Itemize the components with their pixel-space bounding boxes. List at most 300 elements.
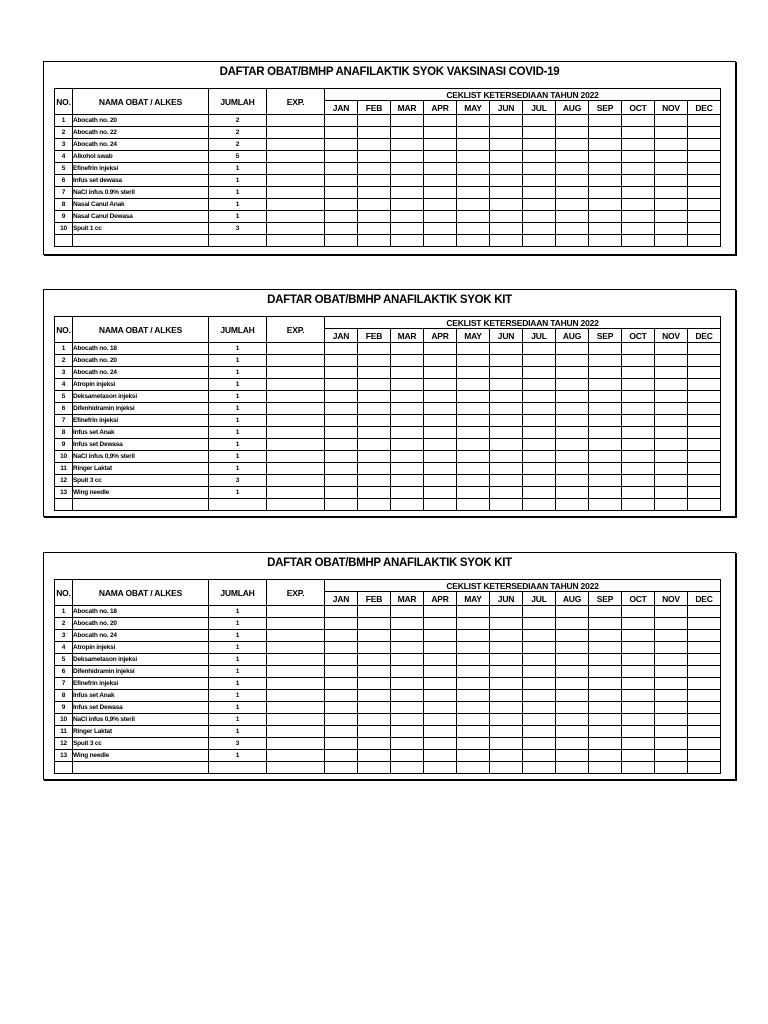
month-check-cell[interactable] [391, 702, 424, 714]
month-check-cell[interactable] [556, 666, 589, 678]
month-check-cell[interactable] [325, 618, 358, 630]
month-check-cell[interactable] [457, 606, 490, 618]
month-check-cell[interactable] [688, 139, 721, 151]
month-check-cell[interactable] [457, 199, 490, 211]
month-check-cell[interactable] [556, 235, 589, 247]
month-check-cell[interactable] [391, 379, 424, 391]
month-check-cell[interactable] [424, 379, 457, 391]
month-check-cell[interactable] [424, 630, 457, 642]
month-check-cell[interactable] [391, 606, 424, 618]
month-check-cell[interactable] [490, 606, 523, 618]
month-check-cell[interactable] [556, 379, 589, 391]
month-check-cell[interactable] [688, 750, 721, 762]
month-check-cell[interactable] [391, 642, 424, 654]
month-check-cell[interactable] [325, 127, 358, 139]
month-check-cell[interactable] [391, 726, 424, 738]
month-check-cell[interactable] [622, 630, 655, 642]
month-check-cell[interactable] [325, 499, 358, 511]
month-check-cell[interactable] [391, 175, 424, 187]
item-exp-cell[interactable] [267, 762, 325, 774]
month-check-cell[interactable] [358, 391, 391, 403]
month-check-cell[interactable] [391, 654, 424, 666]
month-check-cell[interactable] [655, 403, 688, 415]
month-check-cell[interactable] [589, 666, 622, 678]
month-check-cell[interactable] [655, 115, 688, 127]
month-check-cell[interactable] [424, 391, 457, 403]
month-check-cell[interactable] [655, 223, 688, 235]
month-check-cell[interactable] [391, 487, 424, 499]
month-check-cell[interactable] [358, 487, 391, 499]
item-exp-cell[interactable] [267, 139, 325, 151]
month-check-cell[interactable] [688, 151, 721, 163]
month-check-cell[interactable] [589, 499, 622, 511]
month-check-cell[interactable] [490, 678, 523, 690]
month-check-cell[interactable] [457, 151, 490, 163]
month-check-cell[interactable] [556, 618, 589, 630]
month-check-cell[interactable] [490, 762, 523, 774]
item-exp-cell[interactable] [267, 223, 325, 235]
month-check-cell[interactable] [391, 618, 424, 630]
month-check-cell[interactable] [556, 630, 589, 642]
month-check-cell[interactable] [589, 139, 622, 151]
month-check-cell[interactable] [424, 223, 457, 235]
month-check-cell[interactable] [490, 714, 523, 726]
month-check-cell[interactable] [556, 606, 589, 618]
month-check-cell[interactable] [523, 199, 556, 211]
month-check-cell[interactable] [325, 163, 358, 175]
month-check-cell[interactable] [457, 750, 490, 762]
month-check-cell[interactable] [523, 463, 556, 475]
month-check-cell[interactable] [589, 163, 622, 175]
month-check-cell[interactable] [424, 367, 457, 379]
month-check-cell[interactable] [325, 475, 358, 487]
month-check-cell[interactable] [589, 223, 622, 235]
month-check-cell[interactable] [358, 451, 391, 463]
month-check-cell[interactable] [523, 678, 556, 690]
month-check-cell[interactable] [622, 618, 655, 630]
month-check-cell[interactable] [523, 487, 556, 499]
month-check-cell[interactable] [490, 127, 523, 139]
month-check-cell[interactable] [490, 355, 523, 367]
month-check-cell[interactable] [523, 187, 556, 199]
month-check-cell[interactable] [523, 642, 556, 654]
month-check-cell[interactable] [655, 451, 688, 463]
month-check-cell[interactable] [424, 487, 457, 499]
month-check-cell[interactable] [391, 690, 424, 702]
month-check-cell[interactable] [655, 199, 688, 211]
month-check-cell[interactable] [490, 750, 523, 762]
month-check-cell[interactable] [655, 726, 688, 738]
month-check-cell[interactable] [523, 666, 556, 678]
month-check-cell[interactable] [358, 642, 391, 654]
month-check-cell[interactable] [391, 403, 424, 415]
month-check-cell[interactable] [325, 115, 358, 127]
item-exp-cell[interactable] [267, 187, 325, 199]
month-check-cell[interactable] [688, 475, 721, 487]
month-check-cell[interactable] [490, 738, 523, 750]
month-check-cell[interactable] [457, 403, 490, 415]
month-check-cell[interactable] [589, 127, 622, 139]
month-check-cell[interactable] [424, 235, 457, 247]
month-check-cell[interactable] [655, 487, 688, 499]
month-check-cell[interactable] [358, 187, 391, 199]
month-check-cell[interactable] [391, 367, 424, 379]
month-check-cell[interactable] [457, 630, 490, 642]
month-check-cell[interactable] [655, 211, 688, 223]
month-check-cell[interactable] [523, 726, 556, 738]
month-check-cell[interactable] [622, 678, 655, 690]
item-exp-cell[interactable] [267, 499, 325, 511]
month-check-cell[interactable] [655, 702, 688, 714]
month-check-cell[interactable] [457, 439, 490, 451]
month-check-cell[interactable] [325, 223, 358, 235]
month-check-cell[interactable] [556, 223, 589, 235]
month-check-cell[interactable] [457, 343, 490, 355]
item-exp-cell[interactable] [267, 702, 325, 714]
month-check-cell[interactable] [589, 115, 622, 127]
item-exp-cell[interactable] [267, 403, 325, 415]
month-check-cell[interactable] [655, 642, 688, 654]
month-check-cell[interactable] [457, 163, 490, 175]
month-check-cell[interactable] [655, 750, 688, 762]
month-check-cell[interactable] [523, 750, 556, 762]
month-check-cell[interactable] [457, 690, 490, 702]
month-check-cell[interactable] [325, 403, 358, 415]
month-check-cell[interactable] [490, 379, 523, 391]
month-check-cell[interactable] [358, 475, 391, 487]
month-check-cell[interactable] [457, 702, 490, 714]
item-exp-cell[interactable] [267, 618, 325, 630]
month-check-cell[interactable] [358, 211, 391, 223]
month-check-cell[interactable] [655, 714, 688, 726]
month-check-cell[interactable] [457, 235, 490, 247]
month-check-cell[interactable] [457, 451, 490, 463]
month-check-cell[interactable] [589, 702, 622, 714]
month-check-cell[interactable] [523, 427, 556, 439]
month-check-cell[interactable] [589, 415, 622, 427]
month-check-cell[interactable] [556, 690, 589, 702]
month-check-cell[interactable] [325, 726, 358, 738]
month-check-cell[interactable] [655, 415, 688, 427]
month-check-cell[interactable] [490, 199, 523, 211]
month-check-cell[interactable] [358, 343, 391, 355]
month-check-cell[interactable] [457, 115, 490, 127]
month-check-cell[interactable] [688, 415, 721, 427]
month-check-cell[interactable] [490, 187, 523, 199]
month-check-cell[interactable] [424, 175, 457, 187]
month-check-cell[interactable] [391, 630, 424, 642]
month-check-cell[interactable] [589, 343, 622, 355]
month-check-cell[interactable] [589, 678, 622, 690]
month-check-cell[interactable] [325, 415, 358, 427]
month-check-cell[interactable] [688, 355, 721, 367]
month-check-cell[interactable] [358, 139, 391, 151]
item-exp-cell[interactable] [267, 211, 325, 223]
month-check-cell[interactable] [589, 367, 622, 379]
month-check-cell[interactable] [688, 487, 721, 499]
month-check-cell[interactable] [622, 211, 655, 223]
month-check-cell[interactable] [622, 391, 655, 403]
month-check-cell[interactable] [457, 391, 490, 403]
month-check-cell[interactable] [457, 714, 490, 726]
month-check-cell[interactable] [358, 223, 391, 235]
month-check-cell[interactable] [523, 139, 556, 151]
month-check-cell[interactable] [391, 343, 424, 355]
month-check-cell[interactable] [622, 451, 655, 463]
month-check-cell[interactable] [688, 618, 721, 630]
month-check-cell[interactable] [655, 391, 688, 403]
month-check-cell[interactable] [490, 642, 523, 654]
item-exp-cell[interactable] [267, 738, 325, 750]
month-check-cell[interactable] [490, 427, 523, 439]
month-check-cell[interactable] [358, 175, 391, 187]
month-check-cell[interactable] [424, 115, 457, 127]
month-check-cell[interactable] [358, 750, 391, 762]
month-check-cell[interactable] [556, 475, 589, 487]
month-check-cell[interactable] [391, 163, 424, 175]
month-check-cell[interactable] [325, 654, 358, 666]
month-check-cell[interactable] [688, 642, 721, 654]
month-check-cell[interactable] [523, 762, 556, 774]
month-check-cell[interactable] [655, 606, 688, 618]
item-exp-cell[interactable] [267, 367, 325, 379]
month-check-cell[interactable] [325, 463, 358, 475]
month-check-cell[interactable] [325, 355, 358, 367]
month-check-cell[interactable] [358, 115, 391, 127]
month-check-cell[interactable] [391, 235, 424, 247]
month-check-cell[interactable] [391, 439, 424, 451]
month-check-cell[interactable] [490, 175, 523, 187]
month-check-cell[interactable] [424, 606, 457, 618]
month-check-cell[interactable] [325, 451, 358, 463]
month-check-cell[interactable] [556, 199, 589, 211]
month-check-cell[interactable] [589, 187, 622, 199]
month-check-cell[interactable] [655, 163, 688, 175]
item-exp-cell[interactable] [267, 714, 325, 726]
month-check-cell[interactable] [358, 738, 391, 750]
month-check-cell[interactable] [358, 127, 391, 139]
month-check-cell[interactable] [589, 379, 622, 391]
month-check-cell[interactable] [523, 391, 556, 403]
month-check-cell[interactable] [622, 115, 655, 127]
month-check-cell[interactable] [622, 606, 655, 618]
month-check-cell[interactable] [358, 367, 391, 379]
month-check-cell[interactable] [523, 630, 556, 642]
month-check-cell[interactable] [424, 127, 457, 139]
month-check-cell[interactable] [622, 163, 655, 175]
month-check-cell[interactable] [424, 187, 457, 199]
month-check-cell[interactable] [457, 211, 490, 223]
month-check-cell[interactable] [688, 702, 721, 714]
item-exp-cell[interactable] [267, 678, 325, 690]
month-check-cell[interactable] [457, 175, 490, 187]
month-check-cell[interactable] [622, 666, 655, 678]
month-check-cell[interactable] [556, 355, 589, 367]
month-check-cell[interactable] [457, 726, 490, 738]
month-check-cell[interactable] [391, 475, 424, 487]
month-check-cell[interactable] [556, 211, 589, 223]
month-check-cell[interactable] [655, 139, 688, 151]
month-check-cell[interactable] [490, 415, 523, 427]
month-check-cell[interactable] [391, 127, 424, 139]
month-check-cell[interactable] [457, 762, 490, 774]
month-check-cell[interactable] [457, 355, 490, 367]
item-exp-cell[interactable] [267, 654, 325, 666]
month-check-cell[interactable] [391, 391, 424, 403]
month-check-cell[interactable] [589, 762, 622, 774]
month-check-cell[interactable] [490, 666, 523, 678]
month-check-cell[interactable] [688, 606, 721, 618]
month-check-cell[interactable] [589, 199, 622, 211]
month-check-cell[interactable] [556, 463, 589, 475]
month-check-cell[interactable] [523, 127, 556, 139]
month-check-cell[interactable] [325, 367, 358, 379]
month-check-cell[interactable] [622, 702, 655, 714]
month-check-cell[interactable] [325, 666, 358, 678]
month-check-cell[interactable] [358, 762, 391, 774]
item-exp-cell[interactable] [267, 115, 325, 127]
month-check-cell[interactable] [589, 391, 622, 403]
item-exp-cell[interactable] [267, 630, 325, 642]
item-exp-cell[interactable] [267, 127, 325, 139]
item-exp-cell[interactable] [267, 750, 325, 762]
month-check-cell[interactable] [457, 678, 490, 690]
month-check-cell[interactable] [490, 654, 523, 666]
month-check-cell[interactable] [556, 714, 589, 726]
month-check-cell[interactable] [490, 163, 523, 175]
month-check-cell[interactable] [655, 343, 688, 355]
month-check-cell[interactable] [358, 726, 391, 738]
month-check-cell[interactable] [490, 151, 523, 163]
month-check-cell[interactable] [523, 415, 556, 427]
month-check-cell[interactable] [688, 235, 721, 247]
item-exp-cell[interactable] [267, 355, 325, 367]
month-check-cell[interactable] [688, 187, 721, 199]
month-check-cell[interactable] [490, 235, 523, 247]
month-check-cell[interactable] [688, 451, 721, 463]
month-check-cell[interactable] [556, 499, 589, 511]
month-check-cell[interactable] [457, 666, 490, 678]
month-check-cell[interactable] [688, 379, 721, 391]
month-check-cell[interactable] [589, 606, 622, 618]
month-check-cell[interactable] [490, 451, 523, 463]
month-check-cell[interactable] [523, 738, 556, 750]
month-check-cell[interactable] [589, 151, 622, 163]
month-check-cell[interactable] [424, 343, 457, 355]
month-check-cell[interactable] [325, 750, 358, 762]
month-check-cell[interactable] [424, 451, 457, 463]
month-check-cell[interactable] [622, 127, 655, 139]
month-check-cell[interactable] [325, 630, 358, 642]
month-check-cell[interactable] [490, 343, 523, 355]
month-check-cell[interactable] [490, 439, 523, 451]
item-exp-cell[interactable] [267, 175, 325, 187]
month-check-cell[interactable] [325, 199, 358, 211]
month-check-cell[interactable] [457, 367, 490, 379]
month-check-cell[interactable] [325, 642, 358, 654]
month-check-cell[interactable] [457, 642, 490, 654]
month-check-cell[interactable] [589, 690, 622, 702]
month-check-cell[interactable] [424, 139, 457, 151]
month-check-cell[interactable] [622, 427, 655, 439]
month-check-cell[interactable] [490, 403, 523, 415]
month-check-cell[interactable] [391, 415, 424, 427]
month-check-cell[interactable] [556, 702, 589, 714]
month-check-cell[interactable] [655, 367, 688, 379]
month-check-cell[interactable] [391, 738, 424, 750]
month-check-cell[interactable] [523, 343, 556, 355]
month-check-cell[interactable] [358, 678, 391, 690]
month-check-cell[interactable] [424, 678, 457, 690]
month-check-cell[interactable] [622, 642, 655, 654]
month-check-cell[interactable] [358, 654, 391, 666]
month-check-cell[interactable] [589, 175, 622, 187]
month-check-cell[interactable] [358, 235, 391, 247]
month-check-cell[interactable] [457, 618, 490, 630]
month-check-cell[interactable] [457, 463, 490, 475]
month-check-cell[interactable] [358, 151, 391, 163]
month-check-cell[interactable] [688, 690, 721, 702]
month-check-cell[interactable] [622, 355, 655, 367]
month-check-cell[interactable] [622, 343, 655, 355]
month-check-cell[interactable] [358, 403, 391, 415]
month-check-cell[interactable] [424, 463, 457, 475]
month-check-cell[interactable] [523, 175, 556, 187]
month-check-cell[interactable] [391, 139, 424, 151]
month-check-cell[interactable] [325, 391, 358, 403]
month-check-cell[interactable] [556, 451, 589, 463]
month-check-cell[interactable] [688, 666, 721, 678]
month-check-cell[interactable] [622, 475, 655, 487]
month-check-cell[interactable] [358, 630, 391, 642]
month-check-cell[interactable] [622, 439, 655, 451]
month-check-cell[interactable] [556, 738, 589, 750]
month-check-cell[interactable] [655, 654, 688, 666]
month-check-cell[interactable] [358, 606, 391, 618]
month-check-cell[interactable] [325, 678, 358, 690]
item-exp-cell[interactable] [267, 163, 325, 175]
month-check-cell[interactable] [490, 391, 523, 403]
item-exp-cell[interactable] [267, 199, 325, 211]
month-check-cell[interactable] [424, 403, 457, 415]
month-check-cell[interactable] [523, 151, 556, 163]
month-check-cell[interactable] [688, 223, 721, 235]
month-check-cell[interactable] [325, 235, 358, 247]
month-check-cell[interactable] [589, 630, 622, 642]
month-check-cell[interactable] [556, 678, 589, 690]
month-check-cell[interactable] [325, 175, 358, 187]
month-check-cell[interactable] [457, 379, 490, 391]
month-check-cell[interactable] [490, 139, 523, 151]
month-check-cell[interactable] [358, 439, 391, 451]
month-check-cell[interactable] [556, 762, 589, 774]
month-check-cell[interactable] [391, 762, 424, 774]
month-check-cell[interactable] [391, 678, 424, 690]
month-check-cell[interactable] [457, 499, 490, 511]
month-check-cell[interactable] [556, 127, 589, 139]
item-exp-cell[interactable] [267, 391, 325, 403]
month-check-cell[interactable] [523, 211, 556, 223]
month-check-cell[interactable] [655, 475, 688, 487]
month-check-cell[interactable] [325, 427, 358, 439]
month-check-cell[interactable] [325, 187, 358, 199]
month-check-cell[interactable] [589, 487, 622, 499]
month-check-cell[interactable] [391, 115, 424, 127]
item-exp-cell[interactable] [267, 726, 325, 738]
month-check-cell[interactable] [490, 211, 523, 223]
item-exp-cell[interactable] [267, 415, 325, 427]
month-check-cell[interactable] [490, 726, 523, 738]
